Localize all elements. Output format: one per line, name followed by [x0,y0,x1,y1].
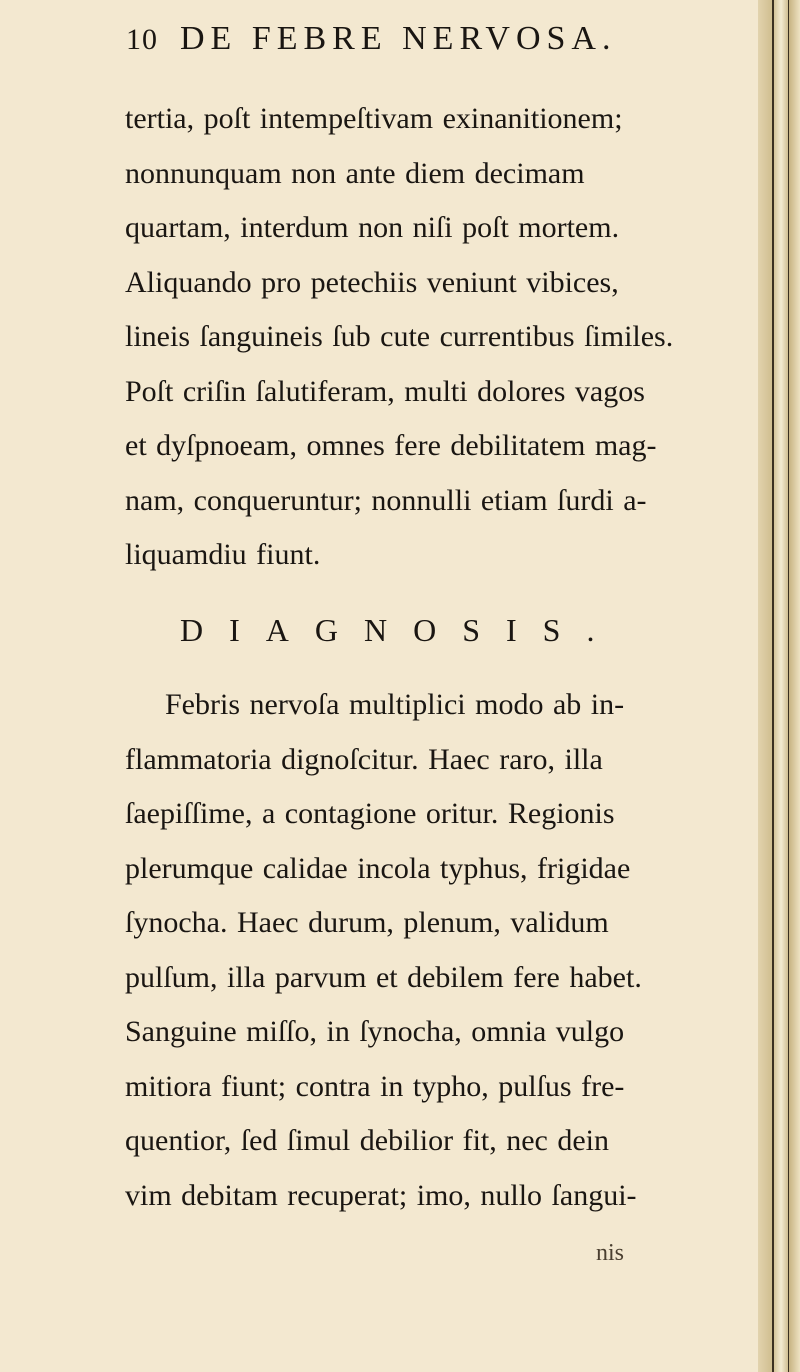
paragraph-1 [125,92,674,583]
text-line: vim debitam recuperat; imo, nullo ſangui- [125,1178,637,1212]
page-header [126,20,686,70]
text-line: nam, conqueruntur; nonnulli etiam ſurdi a- [125,483,647,517]
page-number: 10 [126,23,158,56]
text-line: quentior, ſed ſimul debilior fit, nec dein [125,1124,610,1157]
text-line: lineis ſanguineis ſub cute currentibus ſimiles. [125,320,674,353]
text-line: et dyſpnoeam, omnes fere debilitatem mag- [125,429,657,462]
catchword: nis [596,1240,625,1266]
text-line: ſaepiſſime, a contagione oritur. Regionis [125,797,615,830]
text-line: liquamdiu fiunt. [125,538,321,571]
paragraph-2 [125,678,657,1223]
text-line: nonnunquam non ante diem decimam [125,156,585,190]
text-line: tertia, poſt intempeſtivam exinanitionem; [125,102,623,135]
text-line: mitiora fiunt; contra in typho, pulſus fre- [125,1069,625,1103]
text-line: Sanguine miſſo, in ſynocha, omnia vulgo [125,1015,625,1048]
text-line: Aliquando pro petechiis veniunt vibices, [125,265,619,299]
text-line: pulſum, illa parvum et debilem fere habet. [125,960,642,994]
page-edge-line [772,0,774,1372]
text-line: Febris nervoſa multiplici modo ab in- [165,688,625,721]
section-heading: DIAGNOSIS. [180,612,621,648]
text-line: ſynocha. Haec durum, plenum, validum [125,906,609,939]
book-page-edge [758,0,800,1372]
running-title: DE FEBRE NERVOSA. [180,20,617,57]
page-edge-line [788,0,789,1372]
text-line: flammatoria dignoſcitur. Haec raro, illa [125,742,603,776]
text-line: quartam, interdum non niſi poſt mortem. [125,211,620,244]
text-line: Poſt criſin ſalutiferam, multi dolores vagos [125,374,645,408]
text-line: plerumque calidae incola typhus, frigidae [125,851,631,885]
